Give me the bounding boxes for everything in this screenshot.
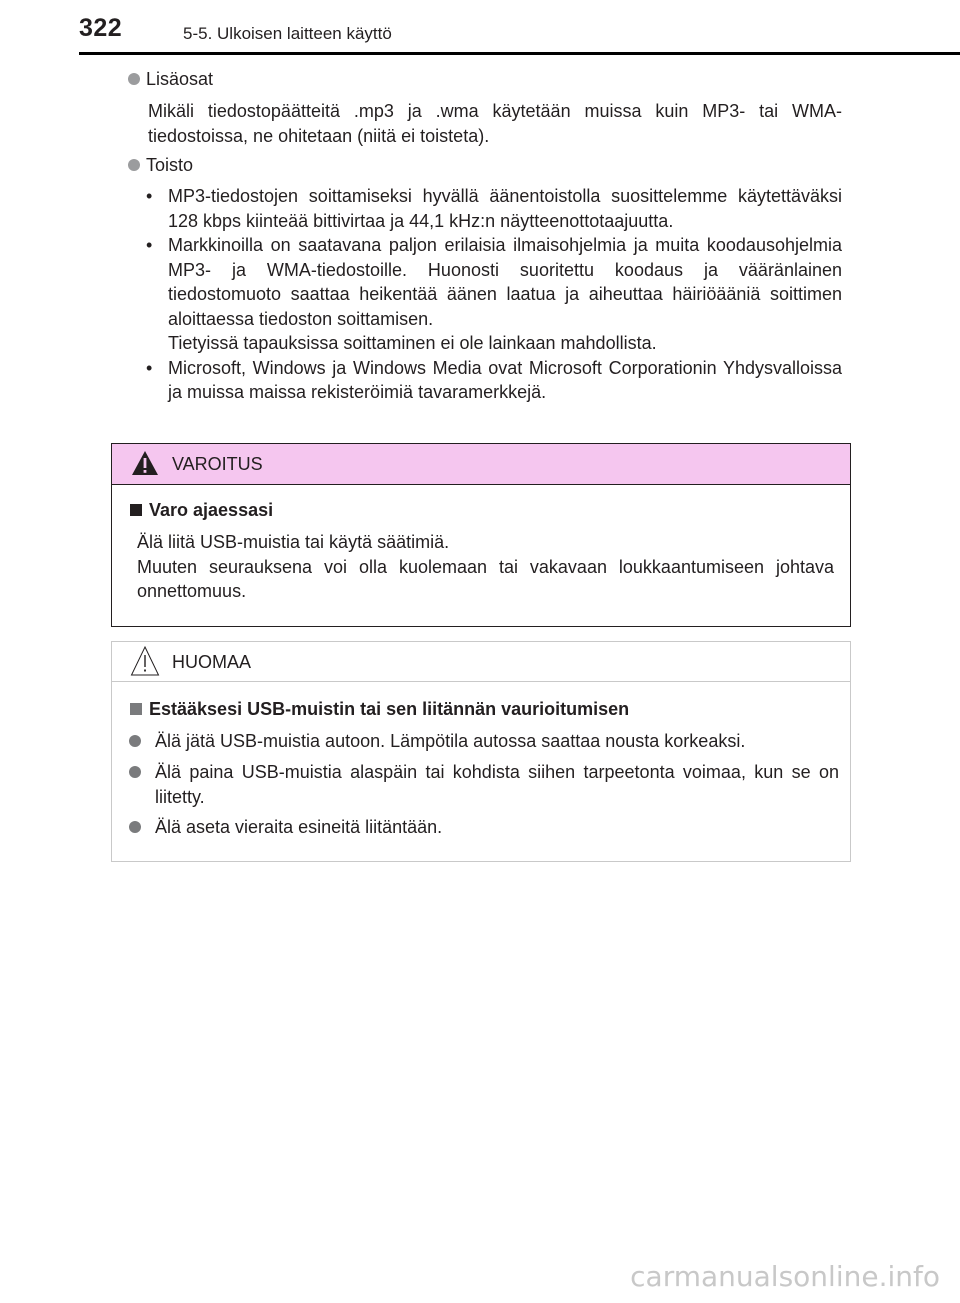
list-item-text: Markkinoilla on saatavana paljon erilaisia ilmaisohjelmia ja muita koodausohjelmia MP3- ja WMA-tiedostoille. Huonosti suoritettu koodaus ja vääränlainen tiedostomuoto saattaa heikentää äänen laatua ja aiheuttaa häiriöääniä soittimen aloittaessa tiedoston soittamisen. [168, 235, 842, 329]
toisto-heading-text: Toisto [146, 155, 194, 175]
bullet-dot-icon [129, 735, 141, 747]
list-item [129, 815, 839, 840]
bullet-mark: • [146, 186, 153, 206]
notice-box [111, 641, 851, 862]
bullet-dot-icon [129, 821, 141, 833]
lisaosat-paragraph: Mikäli tiedostopäätteitä .mp3 ja .wma käytetään muissa kuin MP3- tai WMA-tiedostoissa, ne ohitetaan (niitä ei toisteta). [148, 101, 842, 146]
notice-title: HUOMAA [172, 652, 252, 672]
bullet-mark: • [146, 357, 153, 378]
warning-triangle-icon [130, 449, 160, 477]
list-item-text: Microsoft, Windows ja Windows Media ovat Microsoft Corporationin Yhdysvalloissa ja muissa maissa rekisteröimiä tavaramerkkejä. [168, 357, 842, 402]
list-item-text: Älä aseta vieraita esineitä liitäntään. [155, 817, 443, 837]
list-item [129, 760, 839, 809]
list-item-text: Älä jätä USB-muistia autoon. Lämpötila autossa saattaa nousta korkeaksi. [155, 731, 746, 751]
warning-line-2: Muuten seurauksena voi olla kuolemaan tai vakavaan loukkaantumiseen johtava onnettomuus. [137, 556, 834, 601]
toisto-heading [128, 153, 193, 177]
notice-header [112, 642, 850, 682]
warning-subheading [130, 500, 273, 521]
lisaosat-heading-text: Lisäosat [146, 69, 214, 89]
bullet-mark: • [146, 235, 153, 255]
header-rule [79, 52, 960, 55]
notice-subheading-text: Estääksesi USB-muistin tai sen liitännän vaurioitumisen [149, 699, 630, 719]
warning-text [137, 530, 834, 604]
caution-triangle-icon [130, 645, 160, 677]
page-header [0, 0, 960, 60]
list-item-text: Älä paina USB-muistia alaspäin tai kohdista siihen tarpeetonta voimaa, kun se on liitetty. [155, 762, 839, 807]
warning-box [111, 443, 851, 627]
list-item-text-continued: Tietyissä tapauksissa soittaminen ei ole lainkaan mahdollista. [168, 333, 657, 353]
lisaosat-heading [128, 67, 213, 91]
notice-subheading [130, 699, 629, 720]
list-item [146, 233, 842, 356]
bullet-dot-icon [129, 766, 141, 778]
section-title: 5-5. Ulkoisen laitteen käyttö [183, 24, 392, 43]
page-number: 322 [79, 14, 123, 42]
list-item [129, 729, 839, 754]
warning-header [112, 444, 850, 485]
list-item [146, 184, 842, 233]
list-item-text: MP3-tiedostojen soittamiseksi hyvällä äänentoistolla suosittelemme käytettäväksi 128 kbps kiinteää bittivirtaa ja 44,1 kHz:n näytteenottotaajuutta. [168, 186, 842, 231]
warning-title: VAROITUS [172, 454, 263, 474]
watermark: carmanualsonline.info [630, 1260, 940, 1293]
bullet-dot-icon [128, 73, 140, 85]
square-bullet-icon [130, 504, 142, 516]
bullet-dot-icon [128, 159, 140, 171]
toisto-list [146, 184, 842, 405]
square-bullet-icon [130, 703, 142, 715]
warning-subheading-text: Varo ajaessasi [149, 500, 274, 520]
warning-line-1: Älä liitä USB-muistia tai käytä säätimiä. [137, 532, 450, 552]
list-item [146, 356, 842, 405]
